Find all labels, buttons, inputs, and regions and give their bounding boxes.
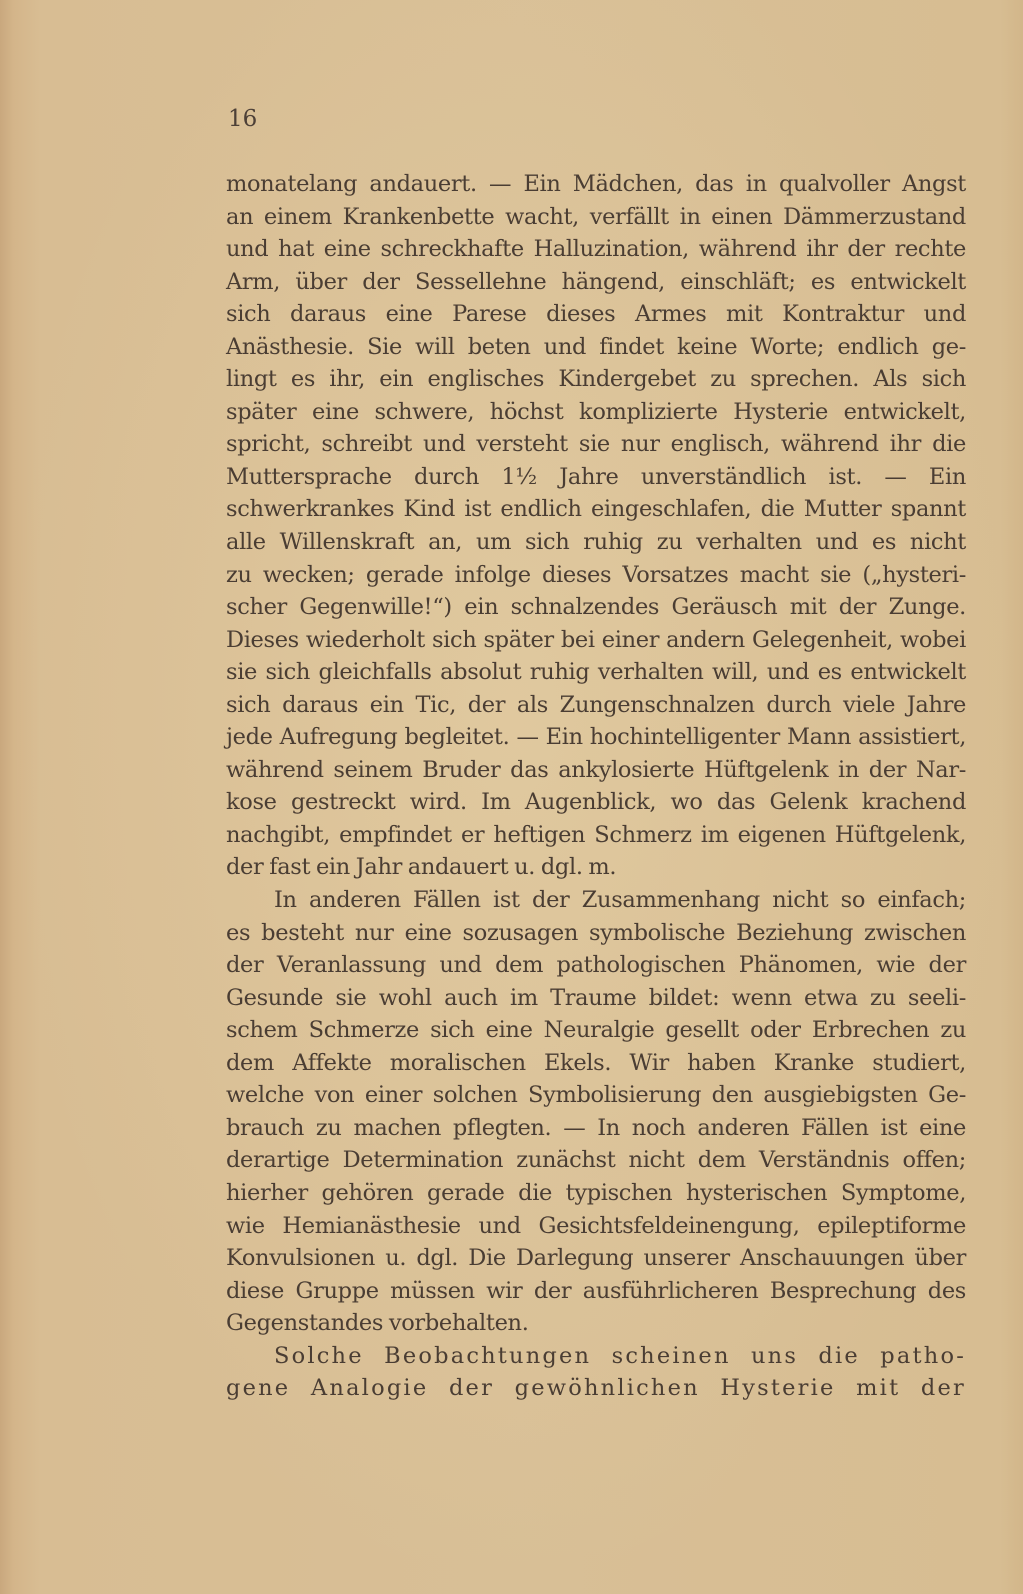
text-line: In anderen Fällen ist der Zusammenhang nicht so einfach; — [274, 887, 966, 914]
text-line: und hat eine schreckhafte Halluzination, während ihr der rechte — [226, 236, 966, 263]
text-line: nachgibt, empfindet er heftigen Schmerz im eigenen Hüftgelenk, — [226, 821, 966, 848]
text-line: der Veranlassung und dem pathologischen Phänomen, wie der — [226, 952, 966, 979]
text-line: es besteht nur eine sozusagen symbolische Beziehung zwischen — [226, 919, 966, 946]
text-line: Konvulsionen u. dgl. Die Darlegung unserer Anschauungen über — [226, 1245, 966, 1272]
text-line: welche von einer solchen Symbolisierung den ausgiebigsten Ge- — [226, 1082, 966, 1109]
text-line: Solche Beobachtungen scheinen uns die patho- — [274, 1342, 966, 1369]
text-line: dem Affekte moralischen Ekels. Wir haben Kranke studiert, — [226, 1049, 966, 1076]
text-line: Anästhesie. Sie will beten und findet keine Worte; endlich ge- — [226, 333, 966, 360]
text-line: Dieses wiederholt sich später bei einer andern Gelegenheit, wobei — [226, 626, 966, 653]
text-line: jede Aufregung begleitet. — Ein hochintelligenter Mann assistiert, — [226, 724, 966, 751]
paragraph-1 — [226, 168, 966, 884]
text-line: während seinem Bruder das ankylosierte Hüftgelenk in der Nar- — [226, 756, 966, 783]
text-line: monatelang andauert. — Ein Mädchen, das in qualvoller Angst — [226, 171, 966, 197]
text-line: sie sich gleichfalls absolut ruhig verhalten will, und es entwickelt — [226, 659, 966, 686]
text-line: Arm, über der Sessellehne hängend, einschläft; es entwickelt — [226, 268, 966, 295]
text-line: spricht, schreibt und versteht sie nur englisch, während ihr die — [226, 431, 966, 458]
text-line: kose gestreckt wird. Im Augenblick, wo das Gelenk krachend — [226, 789, 966, 816]
text-line: hierher gehören gerade die typischen hysterischen Symptome, — [226, 1179, 966, 1206]
paragraph-3 — [226, 1340, 966, 1405]
text-line: an einem Krankenbette wacht, verfällt in einen Dämmerzustand — [226, 203, 966, 230]
text-line: der fast ein Jahr andauert u. dgl. m. — [226, 854, 617, 881]
text-line: diese Gruppe müssen wir der ausführlicheren Besprechung des — [226, 1277, 966, 1304]
text-line: alle Willenskraft an, um sich ruhig zu verhalten und es nicht — [226, 529, 966, 556]
text-line: Muttersprache durch 1½ Jahre unverständlich ist. — Ein — [226, 463, 966, 490]
page-number: 16 — [228, 106, 258, 132]
text-line: Gegenstandes vorbehalten. — [226, 1310, 529, 1337]
text-line: schem Schmerze sich eine Neuralgie gesellt oder Erbrechen zu — [226, 1017, 966, 1044]
text-line: brauch zu machen pflegten. — In noch anderen Fällen ist eine — [226, 1114, 966, 1141]
text-line: schwerkrankes Kind ist endlich eingeschlafen, die Mutter spannt — [226, 496, 966, 523]
text-line: zu wecken; gerade infolge dieses Vorsatzes macht sie („hysteri- — [226, 561, 966, 588]
text-line: scher Gegenwille!“) ein schnalzendes Geräusch mit der Zunge. — [226, 594, 966, 621]
text-line: sich daraus eine Parese dieses Armes mit Kontraktur und — [226, 301, 966, 328]
text-line: Gesunde sie wohl auch im Traume bildet: wenn etwa zu seeli- — [226, 984, 966, 1011]
text-line: lingt es ihr, ein englisches Kindergebet zu sprechen. Als sich — [226, 366, 966, 393]
text-line: wie Hemianästhesie und Gesichtsfeldeinengung, epileptiforme — [226, 1212, 966, 1239]
text-line: gene Analogie der gewöhnlichen Hysterie mit der — [226, 1375, 966, 1402]
text-line: derartige Determination zunächst nicht dem Verständnis offen; — [226, 1147, 966, 1174]
text-line: sich daraus ein Tic, der als Zungenschnalzen durch viele Jahre — [226, 691, 966, 718]
paragraph-2 — [226, 884, 966, 1340]
text-line: später eine schwere, höchst komplizierte Hysterie entwickelt, — [226, 398, 966, 425]
body-text — [226, 168, 966, 1405]
